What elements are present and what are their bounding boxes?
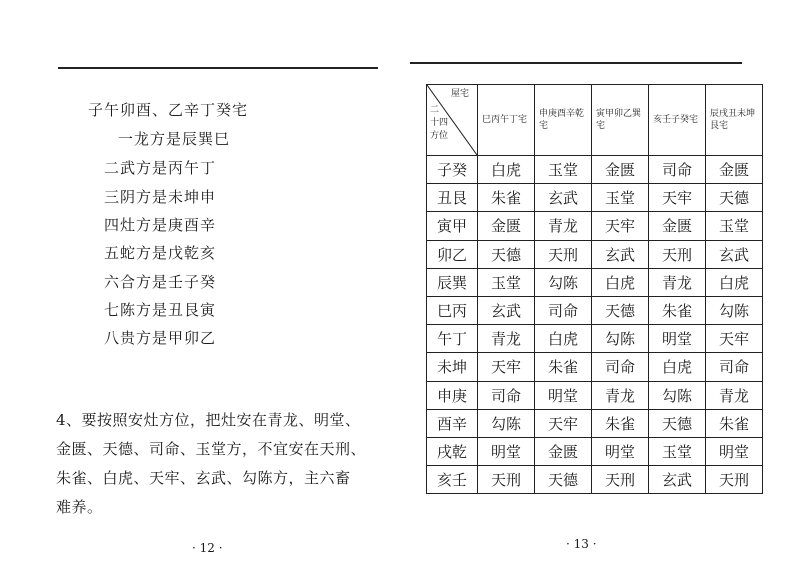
table-cell: 明堂: [706, 437, 763, 465]
corner-label-twenty-four: 十四: [430, 118, 449, 128]
table-cell: 天德: [592, 296, 649, 324]
direction-table: [426, 84, 763, 494]
table-cell: 勾陈: [649, 381, 706, 409]
table-cell: 天刑: [478, 466, 535, 494]
table-cell: 白虎: [478, 156, 535, 184]
table-cell: 朱雀: [592, 409, 649, 437]
table-row: [427, 409, 763, 437]
table-cell: 天牢: [649, 184, 706, 212]
row-label: 巳丙: [427, 296, 478, 324]
paragraph-line: 金匮、天德、司命、玉堂方，不宜安在天刑、: [56, 440, 367, 458]
table-cell: 天牢: [592, 212, 649, 240]
table-cell: 白虎: [649, 353, 706, 381]
table-cell: 司命: [649, 156, 706, 184]
table-row: [427, 466, 763, 494]
top-rule-left: [58, 67, 378, 69]
list-item: 二武方是丙午丁: [104, 159, 217, 177]
table-cell: 天牢: [478, 353, 535, 381]
paragraph-line: 朱雀、白虎、天牢、玄武、勾陈方，主六畜: [56, 469, 351, 487]
table-cell: 金匮: [592, 156, 649, 184]
row-label: 寅甲: [427, 212, 478, 240]
table-cell: 明堂: [649, 325, 706, 353]
row-label: 申庚: [427, 381, 478, 409]
row-label: 未坤: [427, 353, 478, 381]
column-header: 亥壬子癸宅: [649, 85, 706, 156]
table-row: [427, 184, 763, 212]
table-cell: 勾陈: [706, 296, 763, 324]
table-row: [427, 353, 763, 381]
table-cell: 玄武: [706, 240, 763, 268]
table-cell: 青龙: [478, 325, 535, 353]
table-cell: 司命: [535, 296, 592, 324]
table-cell: 玉堂: [592, 184, 649, 212]
table-cell: 金匮: [478, 212, 535, 240]
corner-label-two: 二: [430, 105, 440, 115]
table-cell: 天刑: [706, 466, 763, 494]
table-row: [427, 268, 763, 296]
row-label: 戌乾: [427, 437, 478, 465]
top-rule-right: [410, 62, 742, 64]
table-cell: 天牢: [706, 325, 763, 353]
table-row: [427, 437, 763, 465]
table-cell: 金匮: [706, 156, 763, 184]
table-cell: 青龙: [649, 268, 706, 296]
row-label: 午丁: [427, 325, 478, 353]
diagonal-corner-cell: [427, 85, 478, 156]
table-cell: 朱雀: [535, 353, 592, 381]
table-cell: 青龙: [535, 212, 592, 240]
table-cell: 天德: [535, 466, 592, 494]
table-cell: 白虎: [706, 268, 763, 296]
table-cell: 玄武: [535, 184, 592, 212]
column-header: 巳丙午丁宅: [478, 85, 535, 156]
table-cell: 天牢: [535, 409, 592, 437]
table-cell: 玉堂: [535, 156, 592, 184]
paragraph-line: 难养。: [56, 498, 103, 516]
table-cell: 白虎: [535, 325, 592, 353]
table-cell: 天刑: [535, 240, 592, 268]
table-cell: 勾陈: [592, 325, 649, 353]
row-label: 子癸: [427, 156, 478, 184]
list-item: 八贵方是甲卯乙: [104, 329, 217, 347]
table-cell: 玉堂: [478, 268, 535, 296]
list-item: 四灶方是庚酉辛: [104, 216, 217, 234]
table-cell: 司命: [478, 381, 535, 409]
table-cell: 司命: [592, 353, 649, 381]
table-cell: 朱雀: [706, 409, 763, 437]
table-cell: 金匮: [649, 212, 706, 240]
row-label: 丑艮: [427, 184, 478, 212]
table-cell: 司命: [706, 353, 763, 381]
table-cell: 天刑: [649, 240, 706, 268]
table-cell: 勾陈: [478, 409, 535, 437]
table-cell: 青龙: [592, 381, 649, 409]
table-cell: 青龙: [706, 381, 763, 409]
column-header: 辰戌丑未坤艮宅: [706, 85, 763, 156]
table-row: [427, 240, 763, 268]
page-number: · 13 ·: [566, 537, 597, 551]
table-cell: 勾陈: [535, 268, 592, 296]
page-number: · 12 ·: [192, 541, 223, 555]
table-cell: 明堂: [592, 437, 649, 465]
table-row: [427, 212, 763, 240]
table-row: [427, 325, 763, 353]
table-cell: 明堂: [535, 381, 592, 409]
row-label: 酉辛: [427, 409, 478, 437]
row-label: 亥壬: [427, 466, 478, 494]
table-row: [427, 296, 763, 324]
table-cell: 明堂: [478, 437, 535, 465]
table-cell: 朱雀: [649, 296, 706, 324]
table-row: [427, 156, 763, 184]
section-heading: 子午卯酉、乙辛丁癸宅: [88, 101, 249, 119]
table-cell: 玄武: [649, 466, 706, 494]
row-label: 卯乙: [427, 240, 478, 268]
table-cell: 天德: [649, 409, 706, 437]
table-cell: 天刑: [592, 466, 649, 494]
table-cell: 玉堂: [649, 437, 706, 465]
corner-label-directions: 方位: [430, 131, 449, 141]
table-cell: 天德: [706, 184, 763, 212]
table-row: [427, 381, 763, 409]
table-cell: 天德: [478, 240, 535, 268]
list-item: 一龙方是辰巽巳: [118, 130, 231, 148]
column-header: 寅甲卯乙巽宅: [592, 85, 649, 156]
list-item: 七陈方是丑艮寅: [104, 301, 217, 319]
paragraph-line: 4、要按照安灶方位，把灶安在青龙、明堂、: [56, 411, 361, 429]
list-item: 五蛇方是戊乾亥: [104, 244, 217, 262]
row-label: 辰巽: [427, 268, 478, 296]
table-cell: 玄武: [478, 296, 535, 324]
table-cell: 朱雀: [478, 184, 535, 212]
list-item: 三阴方是未坤申: [104, 188, 217, 206]
body-paragraph: [56, 406, 374, 522]
table-cell: 玉堂: [706, 212, 763, 240]
table-header-row: [427, 85, 763, 156]
table-cell: 金匮: [535, 437, 592, 465]
column-header: 申庚酉辛乾宅: [535, 85, 592, 156]
corner-label-house: 屋宅: [451, 89, 470, 99]
table-cell: 白虎: [592, 268, 649, 296]
list-item: 六合方是壬子癸: [104, 273, 217, 291]
table-cell: 玄武: [592, 240, 649, 268]
